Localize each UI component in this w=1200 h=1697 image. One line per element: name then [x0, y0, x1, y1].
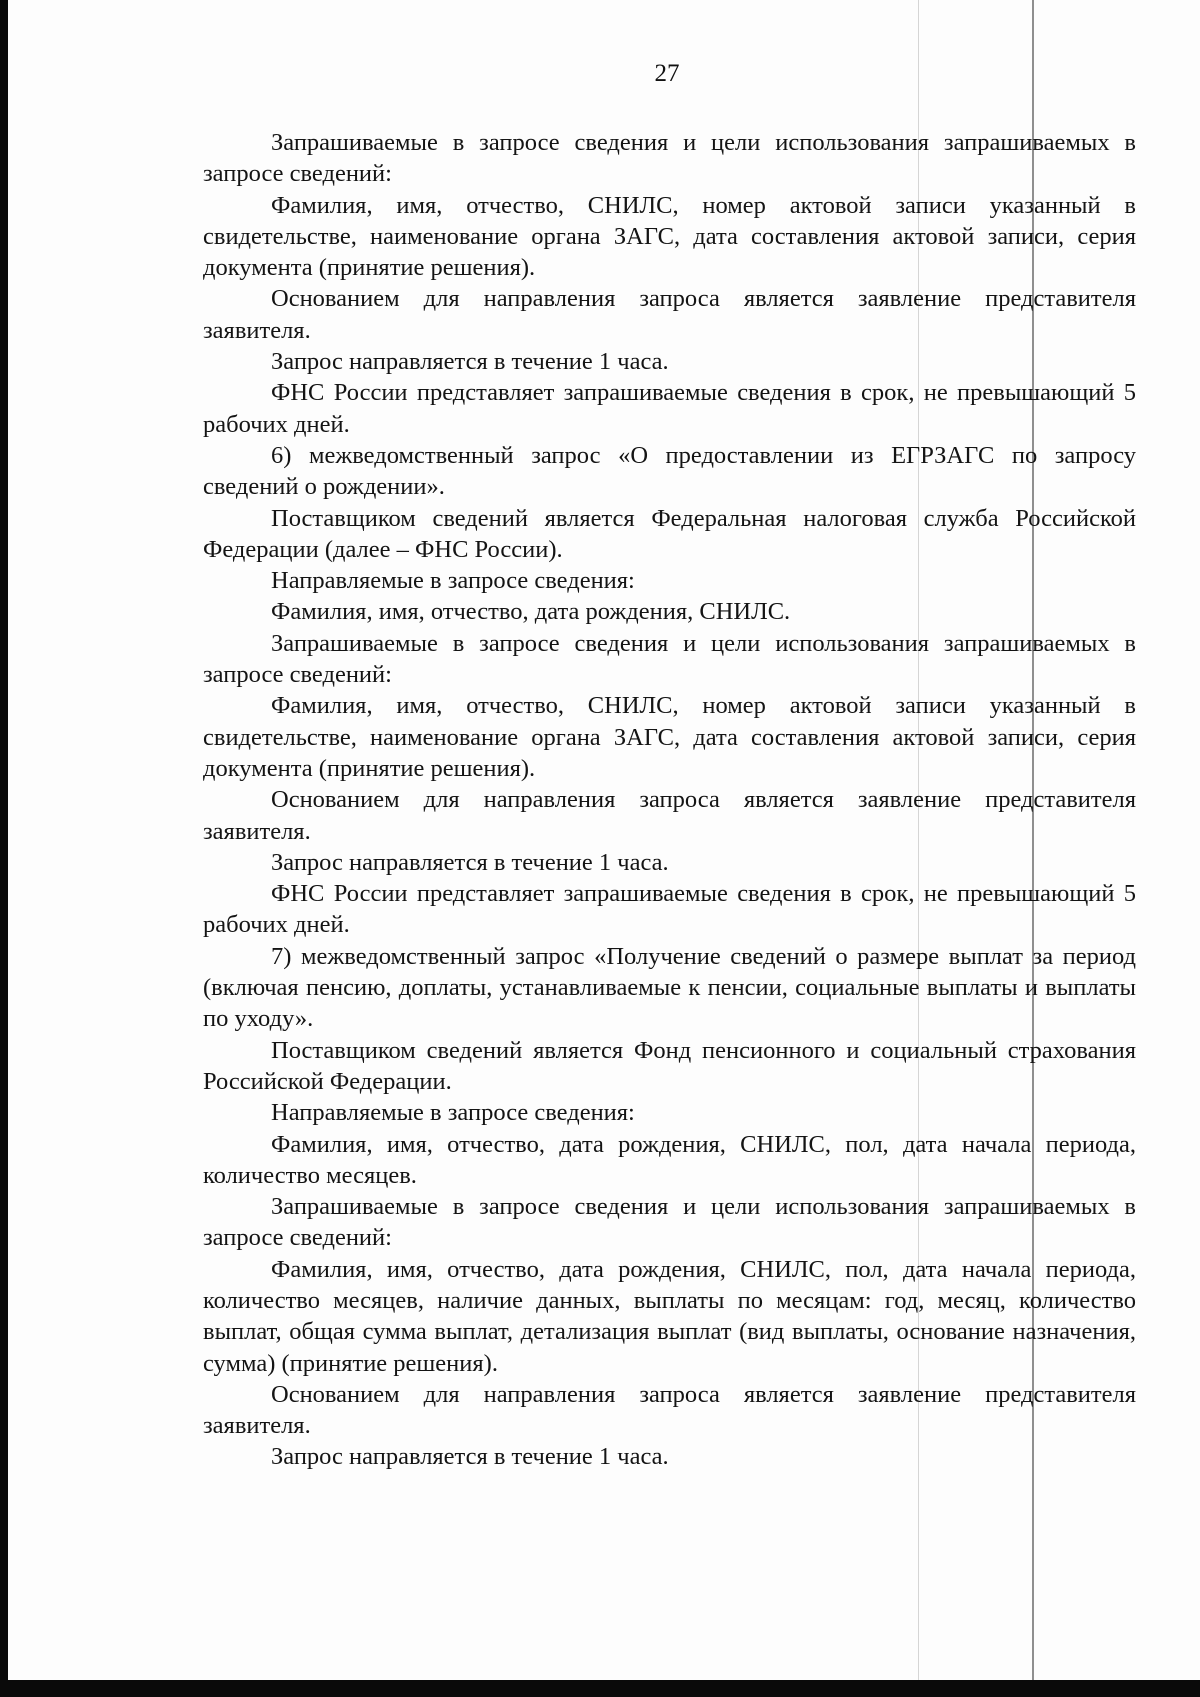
- paragraph: Фамилия, имя, отчество, дата рождения, СНИЛС, пол, дата начала периода, количество месяцев.: [203, 1130, 1136, 1189]
- paragraph: ФНС России представляет запрашиваемые сведения в срок, не превышающий 5 рабочих дней.: [203, 880, 1136, 939]
- page-number: 27: [654, 60, 680, 87]
- paragraph: Основанием для направления запроса является заявление представителя заявителя.: [203, 1380, 1136, 1440]
- paragraph: Фамилия, имя, отчество, дата рождения, СНИЛС.: [271, 598, 791, 626]
- paragraph: Направляемые в запросе сведения:: [271, 567, 635, 595]
- paragraph: Поставщиком сведений является Федеральная налоговая служба Российской Федерации (далее – ФНС России).: [203, 504, 1136, 563]
- paragraph: Основанием для направления запроса является заявление представителя заявителя.: [203, 786, 1136, 845]
- paragraph: Поставщиком сведений является Фонд пенсионного и социальный страхования Российской Федерации.: [203, 1036, 1136, 1095]
- paragraph: Запрос направляется в течение 1 часа.: [271, 348, 669, 376]
- paragraph: 7) межведомственный запрос «Получение сведений о размере выплат за период (включая пенсию, доплаты, устанавливаемые к пенсии, социальные выплаты и выплаты по уходу».: [203, 942, 1136, 1033]
- paragraph: Запрашиваемые в запросе сведения и цели использования запрашиваемых в запросе сведений:: [203, 1193, 1136, 1252]
- paragraph: Фамилия, имя, отчество, СНИЛС, номер актовой записи указанный в свидетельстве, наименование органа ЗАГС, дата составления актовой записи, серия документа (принятие решения).: [203, 191, 1136, 282]
- paragraph: Направляемые в запросе сведения:: [271, 1099, 635, 1127]
- scan-edge-bottom: [0, 1680, 1200, 1697]
- paragraph: Фамилия, имя, отчество, СНИЛС, номер актовой записи указанный в свидетельстве, наименование органа ЗАГС, дата составления актовой записи, серия документа (принятие решения).: [203, 692, 1136, 782]
- paragraph: Запрос направляется в течение 1 часа.: [271, 848, 669, 876]
- paragraph: Основанием для направления запроса является заявление представителя заявителя.: [203, 285, 1136, 344]
- paragraph: Запрос направляется в течение 1 часа.: [271, 1443, 669, 1471]
- paragraph: Запрашиваемые в запросе сведения и цели использования запрашиваемых в запросе сведений:: [203, 129, 1136, 188]
- paragraph: Фамилия, имя, отчество, дата рождения, СНИЛС, пол, дата начала периода, количество месяцев, наличие данных, выплаты по месяцам: год, месяц, количество выплат, общая сумма выплат, детализация выплат (вид выплаты, основание назначения, сумма) (принятие решения).: [203, 1255, 1136, 1377]
- scan-edge-left: [0, 0, 8, 1697]
- paragraph: ФНС России представляет запрашиваемые сведения в срок, не превышающий 5 рабочих дней.: [203, 379, 1136, 438]
- paragraph: 6) межведомственный запрос «О предоставлении из ЕГРЗАГС по запросу сведений о рождении».: [203, 441, 1136, 501]
- paragraph: Запрашиваемые в запросе сведения и цели использования запрашиваемых в запросе сведений:: [203, 629, 1136, 689]
- document-body: [203, 127, 1136, 1473]
